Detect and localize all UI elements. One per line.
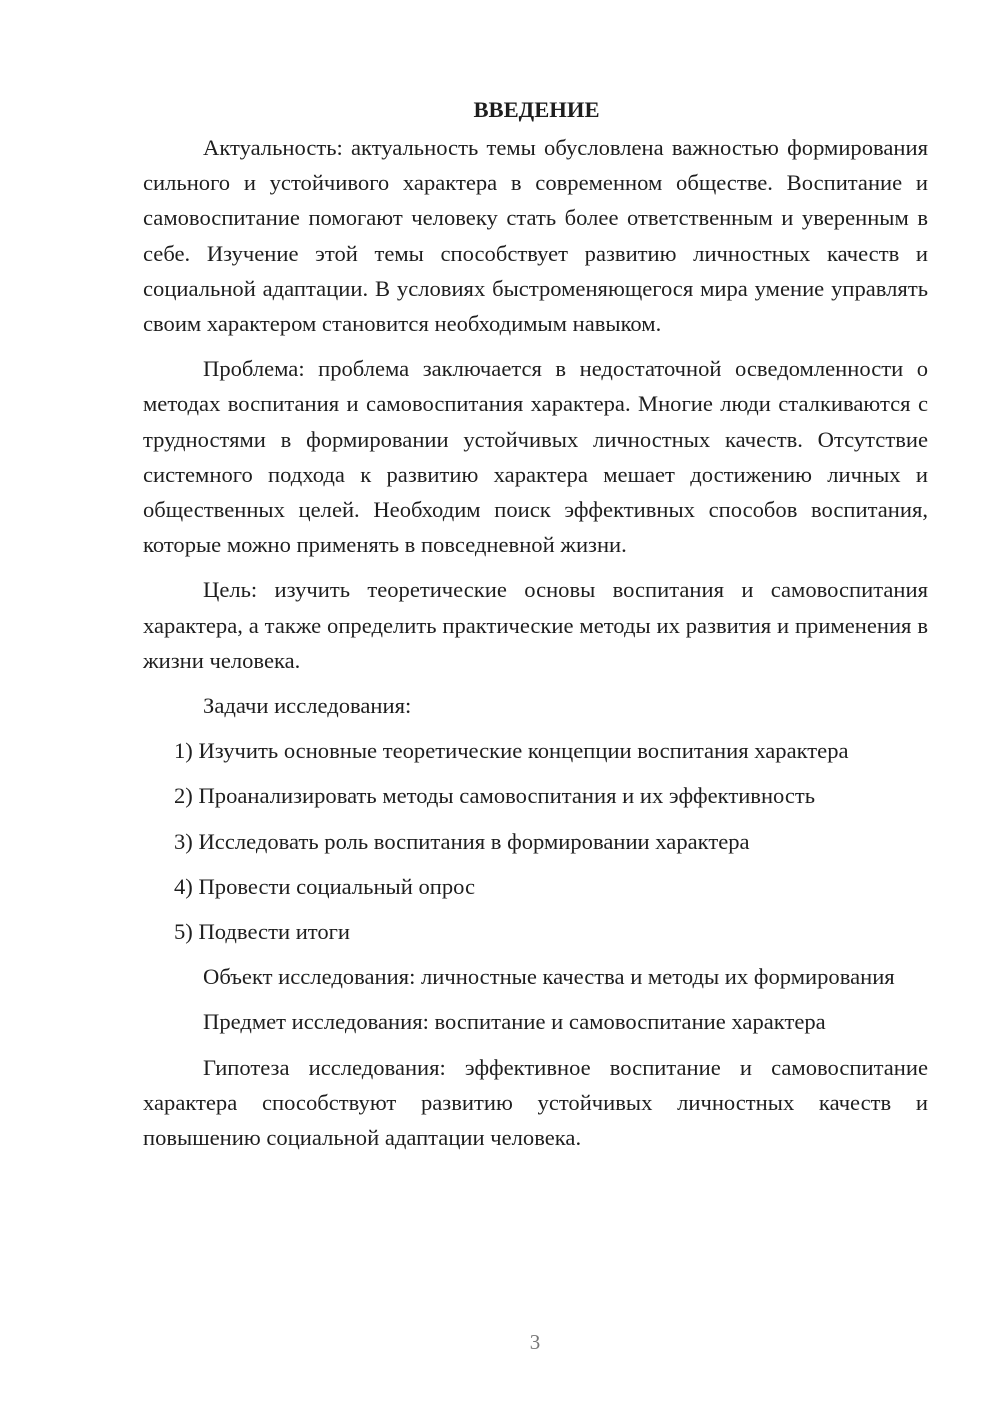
hypothesis-paragraph: Гипотеза исследования: эффективное воспитание и самовоспитание характера способствуют развитию устойчивых личностных качеств и повышению социальной адаптации человека. (143, 1054, 928, 1151)
relevance-paragraph: Актуальность: актуальность темы обусловлена важностью формирования сильного и устойчивого характера в современном обществе. Воспитание и самовоспитание помогают человеку стать более ответственным и уверенным в себе. Изучение этой темы способствует развитию личностных качеств и социальной адаптации. В условиях быстроменяющегося мира умение управлять своим характером становится необходимым навыком. (143, 135, 928, 337)
tasks-list (143, 733, 928, 949)
problem-paragraph: Проблема: проблема заключается в недостаточной осведомленности о методах воспитания и самовоспитания характера. Многие люди сталкиваются с трудностями в формировании устойчивых личностных качеств. Отсутствие системного подхода к развитию характера мешает достижению личных и общественных целей. Необходим поиск эффективных способов воспитания, которые можно применять в повседневной жизни. (143, 356, 928, 558)
page-content (143, 92, 928, 1165)
object-paragraph: Объект исследования: личностные качества и методы их формирования (203, 964, 895, 990)
task-item: 4) Провести социальный опрос (174, 873, 476, 899)
page-number: 3 (529, 1330, 541, 1354)
task-item: 1) Изучить основные теоретические концепции воспитания характера (174, 738, 849, 764)
section-title: ВВЕДЕНИЕ (473, 97, 600, 122)
task-item: 2) Проанализировать методы самовоспитания и их эффективность (174, 783, 816, 809)
task-item: 5) Подвести итоги (174, 919, 351, 945)
tasks-heading: Задачи исследования: (203, 693, 412, 719)
goal-paragraph: Цель: изучить теоретические основы воспитания и самовоспитания характера, а также определить практические методы их развития и применения в жизни человека. (143, 577, 928, 673)
task-item: 3) Исследовать роль воспитания в формировании характера (174, 828, 750, 854)
subject-paragraph: Предмет исследования: воспитание и самовоспитание характера (203, 1009, 826, 1035)
